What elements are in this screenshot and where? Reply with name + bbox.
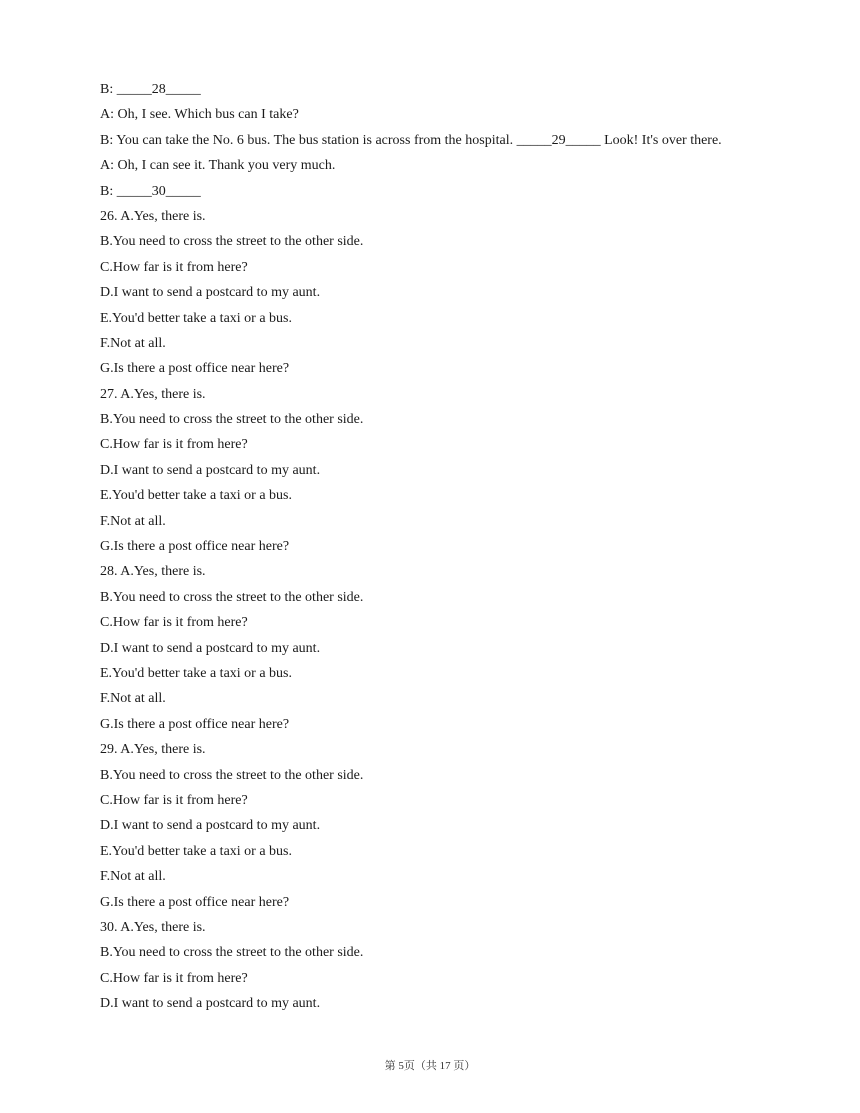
option-line: E.You'd better take a taxi or a bus. bbox=[100, 488, 293, 504]
option-line: G.Is there a post office near here? bbox=[100, 361, 290, 377]
question-number: 28. bbox=[100, 564, 118, 580]
option-line: F.Not at all. bbox=[100, 513, 166, 529]
option-text: A.Yes, there is. bbox=[120, 742, 206, 758]
option-line: C.How far is it from here? bbox=[100, 615, 248, 631]
dialogue-line: A: Oh, I can see it. Thank you very much. bbox=[100, 158, 336, 174]
option-line: C.How far is it from here? bbox=[100, 437, 248, 453]
page-content bbox=[100, 79, 800, 1018]
option-text: A.Yes, there is. bbox=[120, 208, 206, 224]
option-line: C.How far is it from here? bbox=[100, 970, 248, 986]
question-number: 30. bbox=[100, 919, 118, 935]
option-line: B.You need to cross the street to the other side. bbox=[100, 945, 364, 961]
option-line: B.You need to cross the street to the other side. bbox=[100, 234, 364, 250]
option-line: G.Is there a post office near here? bbox=[100, 716, 290, 732]
question-28-first-option bbox=[100, 561, 800, 586]
option-line: F.Not at all. bbox=[100, 691, 166, 707]
dialogue-line: B: You can take the No. 6 bus. The bus station is across from the hospital. _____29_____ Look! It's over there. bbox=[100, 132, 722, 148]
option-line: F.Not at all. bbox=[100, 335, 166, 351]
option-line: G.Is there a post office near here? bbox=[100, 539, 290, 555]
option-line: B.You need to cross the street to the other side. bbox=[100, 767, 364, 783]
option-line: G.Is there a post office near here? bbox=[100, 894, 290, 910]
option-line: E.You'd better take a taxi or a bus. bbox=[100, 310, 293, 326]
option-line: D.I want to send a postcard to my aunt. bbox=[100, 462, 321, 478]
option-line: B.You need to cross the street to the other side. bbox=[100, 412, 364, 428]
option-line: E.You'd better take a taxi or a bus. bbox=[100, 665, 293, 681]
option-line: B.You need to cross the street to the other side. bbox=[100, 589, 364, 605]
option-line: D.I want to send a postcard to my aunt. bbox=[100, 996, 321, 1012]
question-number: 27. bbox=[100, 386, 118, 402]
option-text: A.Yes, there is. bbox=[120, 919, 206, 935]
option-line: D.I want to send a postcard to my aunt. bbox=[100, 818, 321, 834]
dialogue-line: B: _____28_____ bbox=[100, 82, 201, 97]
page-footer: 第 5页（共 17 页） bbox=[384, 1060, 476, 1072]
question-29-first-option bbox=[100, 739, 800, 764]
option-text: A.Yes, there is. bbox=[120, 564, 206, 580]
question-26-first-option bbox=[100, 206, 800, 231]
option-line: C.How far is it from here? bbox=[100, 792, 248, 808]
option-line: F.Not at all. bbox=[100, 869, 166, 885]
dialogue-line: A: Oh, I see. Which bus can I take? bbox=[100, 107, 299, 123]
dialogue-line: B: _____30_____ bbox=[100, 183, 201, 199]
question-27-first-option bbox=[100, 384, 800, 409]
question-number: 29. bbox=[100, 742, 118, 758]
option-line: D.I want to send a postcard to my aunt. bbox=[100, 285, 321, 301]
option-line: E.You'd better take a taxi or a bus. bbox=[100, 843, 293, 859]
option-line: D.I want to send a postcard to my aunt. bbox=[100, 640, 321, 656]
option-text: A.Yes, there is. bbox=[120, 386, 206, 402]
option-line: C.How far is it from here? bbox=[100, 259, 248, 275]
question-number: 26. bbox=[100, 208, 118, 224]
question-30-first-option bbox=[100, 917, 800, 942]
